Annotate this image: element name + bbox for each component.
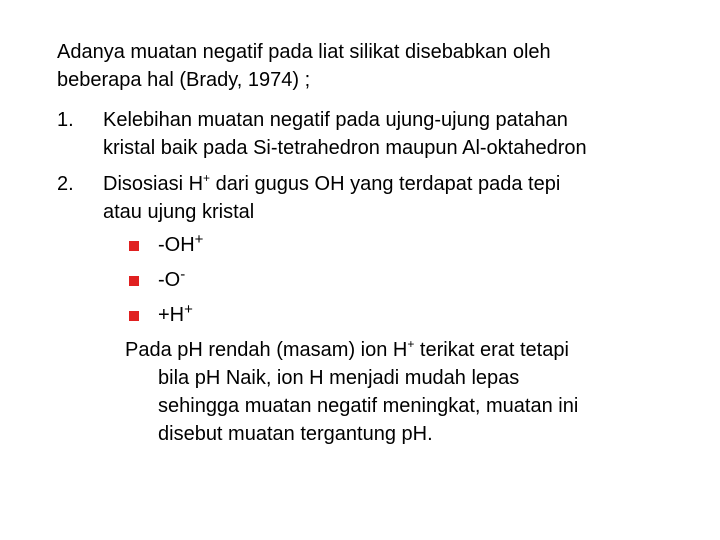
bullet-base: -OH (158, 234, 195, 256)
ph-paragraph (125, 336, 685, 448)
square-bullet-icon (129, 311, 139, 321)
bullet-text (158, 231, 203, 259)
item-1-line-1: Kelebihan muatan negatif pada ujung-ujung patahan (103, 109, 568, 131)
paragraph-text-before: Pada pH rendah (masam) ion H (125, 339, 408, 361)
superscript-plus: + (203, 171, 211, 185)
paragraph-line-1 (125, 336, 685, 364)
square-bullet-icon (129, 276, 139, 286)
bullet-superscript: + (194, 231, 204, 248)
item-number: 1. (57, 109, 74, 131)
intro-line-1: Adanya muatan negatif pada liat silikat disebabkan oleh (57, 41, 551, 63)
bullet-superscript: - (180, 266, 186, 283)
bullet-text (158, 301, 193, 329)
intro-paragraph (57, 38, 677, 94)
intro-line-2: beberapa hal (Brady, 1974) ; (57, 69, 311, 91)
paragraph-text-after: terikat erat tetapi (414, 339, 569, 361)
square-bullet-icon (129, 241, 139, 251)
item-text (103, 106, 693, 162)
item-2-line-2: atau ujung kristal (103, 201, 255, 223)
bullet-superscript: + (184, 301, 193, 318)
item-text (103, 170, 693, 226)
item-2-line-1 (103, 170, 693, 198)
item-2-text-before: Disosiasi H (103, 173, 204, 195)
item-2-text-after: dari gugus OH yang terdapat pada tepi (210, 173, 561, 195)
bullet-base: -O (158, 269, 181, 291)
paragraph-line-3: sehingga muatan negatif meningkat, muatan ini (158, 395, 579, 417)
bullet-base: +H (158, 304, 185, 326)
superscript-plus: + (407, 337, 415, 351)
item-1-line-2: kristal baik pada Si-tetrahedron maupun Al-oktahedron (103, 137, 587, 159)
paragraph-line-4: disebut muatan tergantung pH. (158, 423, 433, 445)
bullet-text (158, 266, 185, 294)
item-number: 2. (57, 173, 74, 195)
paragraph-line-2: bila pH Naik, ion H menjadi mudah lepas (158, 367, 520, 389)
